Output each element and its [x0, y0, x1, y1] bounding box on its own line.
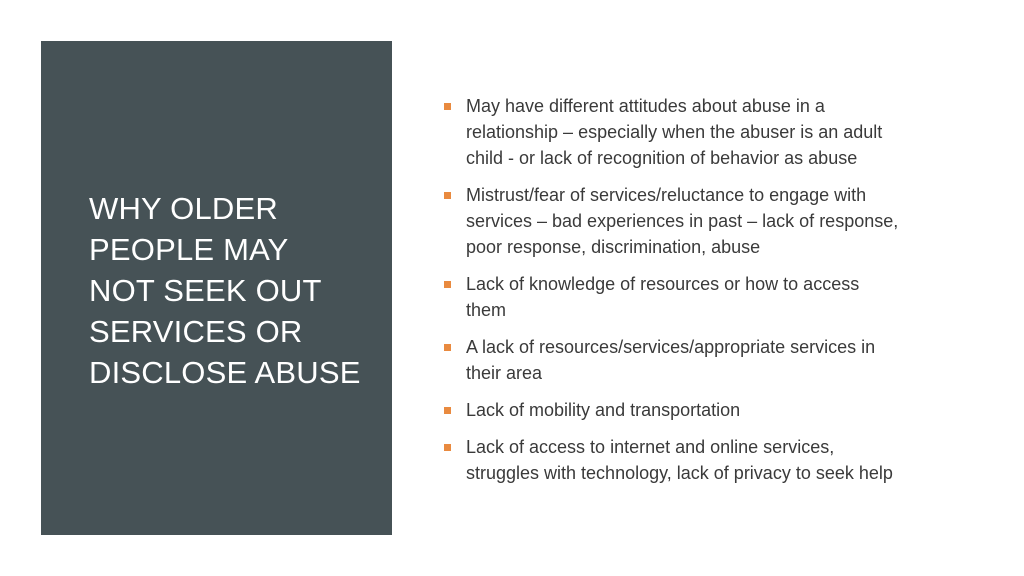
square-bullet-icon	[444, 281, 451, 288]
bullet-text-line: Mistrust/fear of services/reluctance to engage with	[466, 185, 867, 205]
slide-title-line: SERVICES OR	[89, 314, 303, 349]
slide-title-line: WHY OLDER	[89, 191, 278, 226]
square-bullet-icon	[444, 407, 451, 414]
slide-title-line: PEOPLE MAY	[89, 232, 289, 267]
square-bullet-icon	[444, 103, 451, 110]
bullet-text-line: Lack of knowledge of resources or how to access	[466, 274, 860, 294]
bullet-item-knowledge	[440, 271, 960, 323]
bullet-item-mistrust	[440, 182, 960, 260]
slide-title	[89, 188, 379, 393]
title-panel	[41, 41, 392, 535]
bullet-text-line: Lack of mobility and transportation	[466, 400, 741, 420]
slide-title-line: NOT SEEK OUT	[89, 273, 322, 308]
bullet-text-line: their area	[466, 363, 543, 383]
bullet-item-attitudes	[440, 93, 960, 171]
bullet-text-line: Lack of access to internet and online services,	[466, 437, 835, 457]
square-bullet-icon	[444, 444, 451, 451]
bullet-item-resources	[440, 334, 960, 386]
bullet-text-line: poor response, discrimination, abuse	[466, 237, 761, 257]
bullet-item-internet	[440, 434, 960, 486]
square-bullet-icon	[444, 192, 451, 199]
bullet-list	[440, 93, 960, 497]
bullet-text-line: child - or lack of recognition of behavior as abuse	[466, 148, 858, 168]
bullet-text-line: relationship – especially when the abuser is an adult	[466, 122, 883, 142]
bullet-text-line: them	[466, 300, 507, 320]
bullet-text-line: services – bad experiences in past – lack of response,	[466, 211, 899, 231]
slide-title-line: DISCLOSE ABUSE	[89, 355, 361, 390]
bullet-text-line: A lack of resources/services/appropriate services in	[466, 337, 876, 357]
bullet-text-line: May have different attitudes about abuse in a	[466, 96, 825, 116]
square-bullet-icon	[444, 344, 451, 351]
bullet-item-mobility	[440, 397, 960, 423]
bullet-text-line: struggles with technology, lack of privacy to seek help	[466, 463, 893, 483]
